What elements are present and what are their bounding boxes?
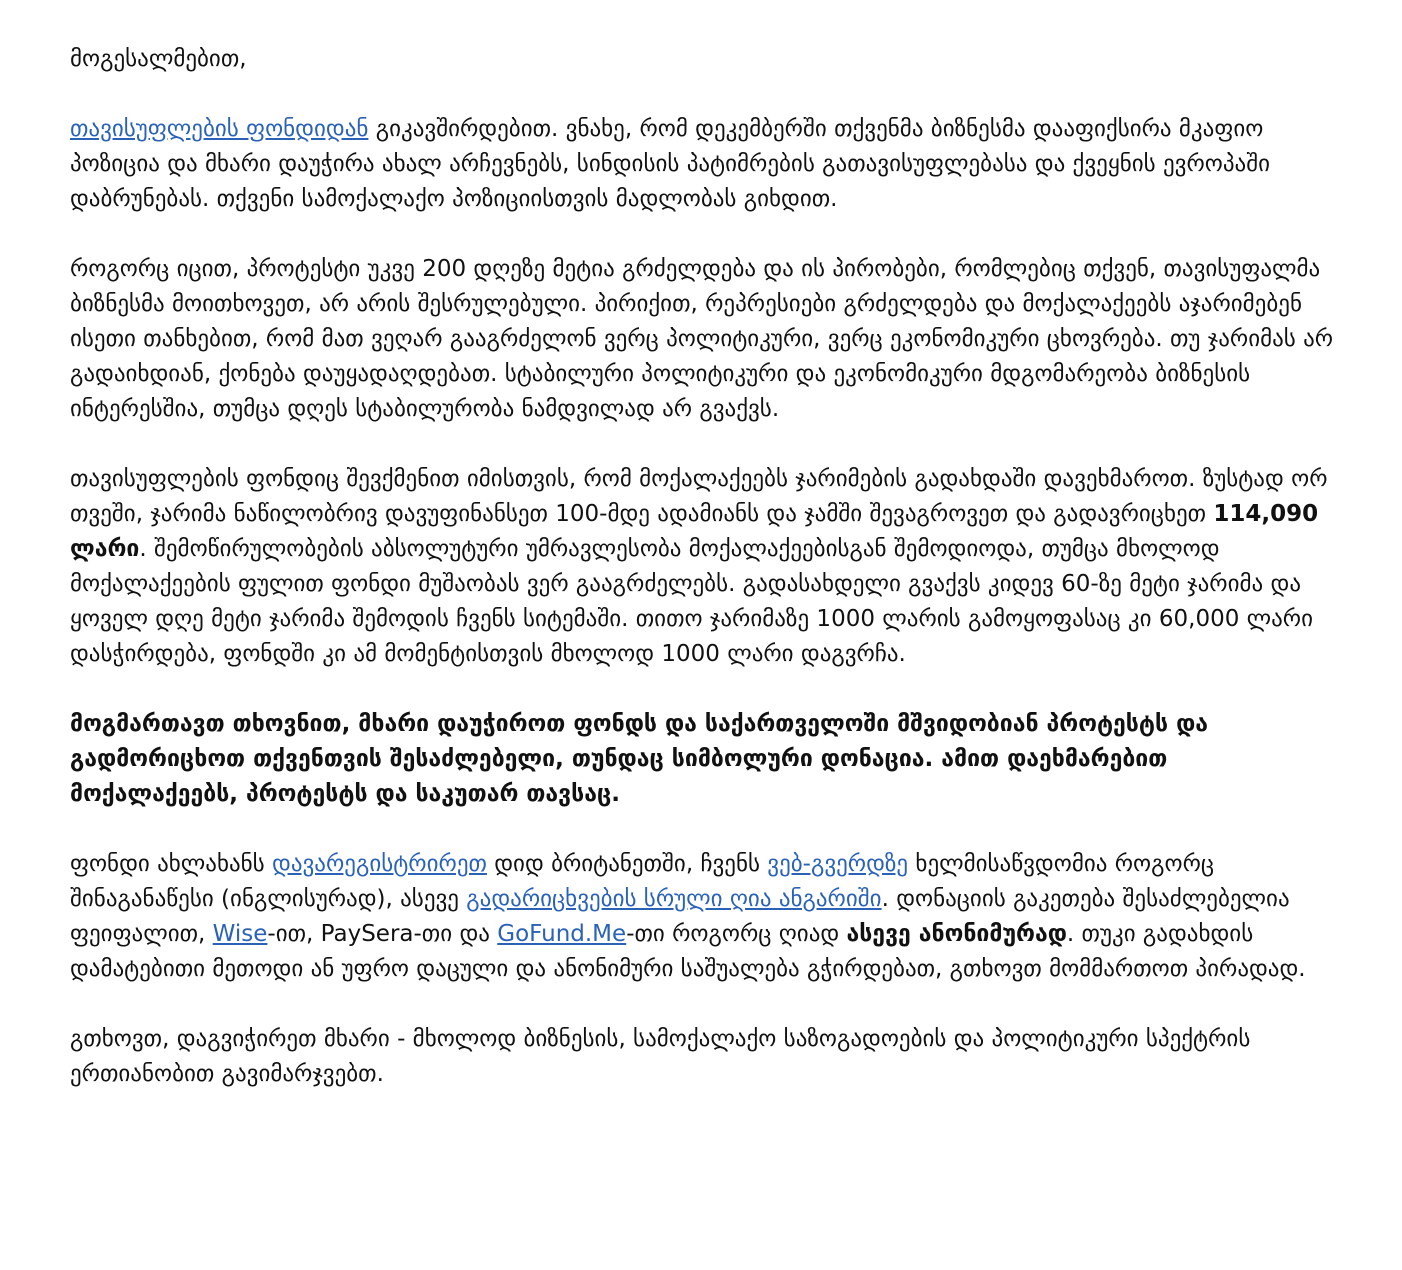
paragraph-intro-text: გიკავშირდებით. ვნახე, რომ დეკემბერში თქვენმა ბიზნესმა დააფიქსირა მკაფიო პოზიცია და მხარი დაუჭირა ახალ არჩევნებს, სინდისის პატიმრების გათავისუფლებასა და ქვეყნის ევროპაში დაბრუნებას. თქვენი სამოქალაქო პოზიციისთვის მადლობას გიხდით. (70, 116, 1270, 212)
collected-amount: 114,090 ლარი (70, 501, 1319, 562)
open-account-link[interactable]: გადარიცხვების სრული ღია ანგარიში (466, 886, 882, 912)
paragraph-fund-results (70, 462, 1342, 672)
request-text: მოგმართავთ თხოვნით, მხარი დაუჭიროთ ფონდს და საქართველოში მშვიდობიან პროტესტს და გადმორიცხოთ თქვენთვის შესაძლებელი, თუნდაც სიმბოლური დონაცია. ამით დაეხმარებით მოქალაქეებს, პროტესტს და საკუთარ თავსაც. (70, 711, 1208, 807)
website-link[interactable]: ვებ-გვერდზე (767, 851, 909, 877)
freedom-fund-link[interactable]: თავისუფლების ფონდიდან (70, 116, 369, 142)
donation-text-2: დიდ ბრიტანეთში, ჩვენს (486, 851, 768, 877)
donation-text-5: -ით, PaySera-თი და (267, 921, 498, 947)
paragraph-request (70, 707, 1342, 812)
anonymous-emphasis: ასევე ანონიმურად (846, 921, 1067, 947)
gofundme-link[interactable]: GoFund.Me (497, 921, 627, 947)
donation-text-7: . თუკი გადახდის დამატებითი მეთოდი ან უფრო დაცული და ანონიმური საშუალება გჭირდებათ, გთხოვთ მომმართოთ პირადად. (70, 921, 1306, 982)
greeting (70, 42, 1342, 77)
wise-link[interactable]: Wise (212, 921, 268, 947)
fund-results-text-after: . შემოწირულობების აბსოლუტური უმრავლესობა მოქალაქეებისგან შემოდიოდა, თუმცა მხოლოდ მოქალაქეების ფულით ფონდი მუშაობას ვერ გააგრძელებს. გადასახდელი გვაქვს კიდევ 60-ზე მეტი ჯარიმა და ყოველ დღე მეტი ჯარიმა შემოდის ჩვენს სიტემაში. თითო ჯარიმაზე 1000 ლარის გამოყოფასაც კი 60,000 ლარი დასჭირდება, ფონდში კი ამ მომენტისთვის მხოლოდ 1000 ლარი დაგვრჩა. (70, 536, 1314, 667)
closing-text: გთხოვთ, დაგვიჭირეთ მხარი - მხოლოდ ბიზნესის, სამოქალაქო საზოგადოების და პოლიტიკური სპექტრის ერთიანობით გავიმარჯვებთ. (70, 1026, 1251, 1087)
donation-text-3: ხელმისაწვდომია როგორც შინაგანაწესი (ინგლისურად), ასევე (70, 851, 1215, 912)
donation-text-1: ფონდი ახლახანს (70, 851, 273, 877)
donation-text-6: -თი როგორც ღიად (626, 921, 847, 947)
fund-results-text-before: თავისუფლების ფონდიც შევქმენით იმისთვის, რომ მოქალაქეებს ჯარიმების გადახდაში დავეხმაროთ. ზუსტად ორ თვეში, ჯარიმა ნაწილობრივ დავუფინანსეთ 100-მდე ადამიანს და ჯამში შევაგროვეთ და გადავრიცხეთ (70, 466, 1328, 527)
greeting-text: მოგესალმებით, (70, 46, 247, 72)
paragraph-donation-info (70, 847, 1342, 987)
paragraph-closing (70, 1022, 1342, 1092)
paragraph-intro (70, 112, 1342, 217)
paragraph-protest (70, 252, 1342, 427)
paragraph-protest-text: როგორც იცით, პროტესტი უკვე 200 დღეზე მეტია გრძელდება და ის პირობები, რომლებიც თქვენ, თავისუფალმა ბიზნესმა მოითხოვეთ, არ არის შესრულებული. პირიქით, რეპრესიები გრძელდება და მოქალაქეებს აჯარიმებენ ისეთი თანხებით, რომ მათ ვეღარ გააგრძელონ ვერც პოლიტიკური, ვერც ეკონომიკური ცხოვრება. თუ ჯარიმას არ გადაიხდიან, ქონება დაუყადაღდებათ. სტაბილური პოლიტიკური და ეკონომიკური მდგომარეობა ბიზნესის ინტერესშია, თუმცა დღეს სტაბილურობა ნამდვილად არ გვაქვს. (70, 256, 1334, 422)
registration-link[interactable]: დავარეგისტრირეთ (272, 851, 487, 877)
donation-text-4: . დონაციის გაკეთება შესაძლებელია ფეიფალით, (70, 886, 1290, 947)
